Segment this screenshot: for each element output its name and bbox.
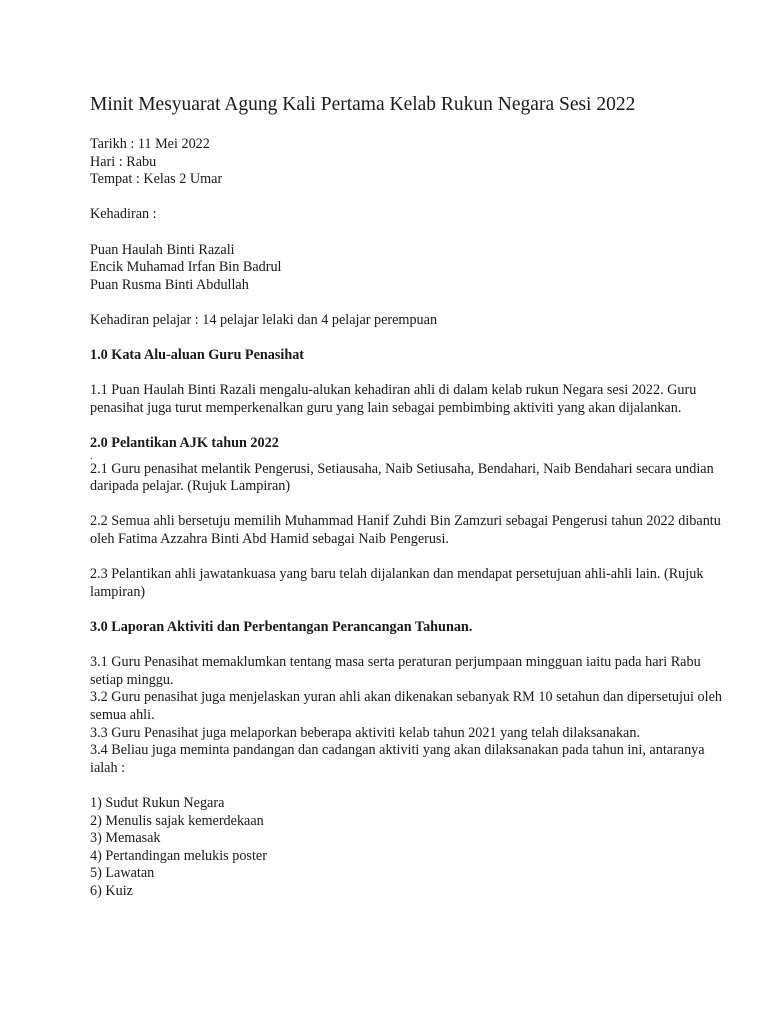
spacer: [90, 496, 730, 514]
student-attendance: Kehadiran pelajar : 14 pelajar lelaki dan 4 pelajar perempuan: [90, 311, 438, 328]
activity-list: [90, 795, 730, 901]
meeting-place: Tempat : Kelas 2 Umar: [90, 171, 223, 188]
list-item: 6) Kuiz: [90, 882, 133, 899]
attendee-name: Puan Rusma Binti Abdullah: [90, 276, 249, 293]
list-item: 5) Lawatan: [90, 865, 155, 882]
document-title: Minit Mesyuarat Agung Kali Pertama Kelab Rukun Negara Sesi 2022: [90, 94, 636, 115]
attendee-name: Puan Haulah Binti Razali: [90, 241, 235, 258]
section-paragraph: 3.4 Beliau juga meminta pandangan dan cadangan aktiviti yang akan dilaksanakan pada tahun ini, antaranya ialah :: [90, 742, 705, 776]
list-item: 4) Pertandingan melukis poster: [90, 847, 267, 864]
stray-dot: .: [90, 450, 93, 462]
list-item: 1) Sudut Rukun Negara: [90, 794, 225, 811]
attendee-name: Encik Muhamad Irfan Bin Badrul: [90, 259, 282, 276]
spacer: [90, 224, 730, 242]
section-heading: 2.0 Pelantikan AJK tahun 2022: [90, 435, 279, 452]
spacer: [90, 418, 730, 436]
section-paragraph: 2.3 Pelantikan ahli jawatankuasa yang baru telah dijalankan dan mendapat persetujuan ahli-ahli lain. (Rujuk lampiran): [90, 566, 704, 600]
meeting-date: Tarikh : 11 Mei 2022: [90, 136, 210, 152]
spacer: [90, 549, 730, 567]
document-page: [90, 92, 730, 901]
section-heading: 3.0 Laporan Aktiviti dan Perbentangan Perancangan Tahunan.: [90, 619, 473, 636]
section-paragraph: 3.2 Guru penasihat juga menjelaskan yuran ahli akan dikenakan sebanyak RM 10 setahun dan dipersetujui oleh semua ahli.: [90, 689, 722, 723]
spacer: [90, 189, 730, 207]
section-paragraph: 1.1 Puan Haulah Binti Razali mengalu-alukan kehadiran ahli di dalam kelab rukun Negara sesi 2022. Guru penasihat juga turut memperkenalkan guru yang lain sebagai pembimbing aktiviti yang akan dijalankan.: [90, 382, 697, 416]
list-item: 2) Menulis sajak kemerdekaan: [90, 812, 264, 829]
list-item: 3) Memasak: [90, 830, 161, 847]
section-paragraph: 2.2 Semua ahli bersetuju memilih Muhammad Hanif Zuhdi Bin Zamzuri sebagai Pengerusi tahun 2022 dibantu oleh Fatima Azzahra Binti Abd Hamid sebagai Naib Pengerusi.: [90, 513, 721, 548]
spacer: [90, 601, 730, 619]
meeting-day: Hari : Rabu: [90, 153, 157, 170]
spacer: [90, 777, 730, 795]
spacer: [90, 294, 730, 312]
section-heading: 1.0 Kata Alu-aluan Guru Penasihat: [90, 347, 305, 364]
spacer: [90, 330, 730, 348]
section-paragraph: 3.1 Guru Penasihat memaklumkan tentang masa serta peraturan perjumpaan mingguan iaitu pada hari Rabu setiap minggu.: [90, 654, 701, 688]
attendance-label: Kehadiran :: [90, 206, 157, 223]
section-paragraph: 2.1 Guru penasihat melantik Pengerusi, Setiausaha, Naib Setiusaha, Bendahari, Naib Bendahari secara undian daripada pelajar. (Rujuk Lampiran): [90, 460, 714, 495]
spacer: [90, 365, 730, 383]
spacer: [90, 637, 730, 655]
section-paragraph: 3.3 Guru Penasihat juga melaporkan beberapa aktiviti kelab tahun 2021 yang telah dilaksanakan.: [90, 724, 640, 741]
